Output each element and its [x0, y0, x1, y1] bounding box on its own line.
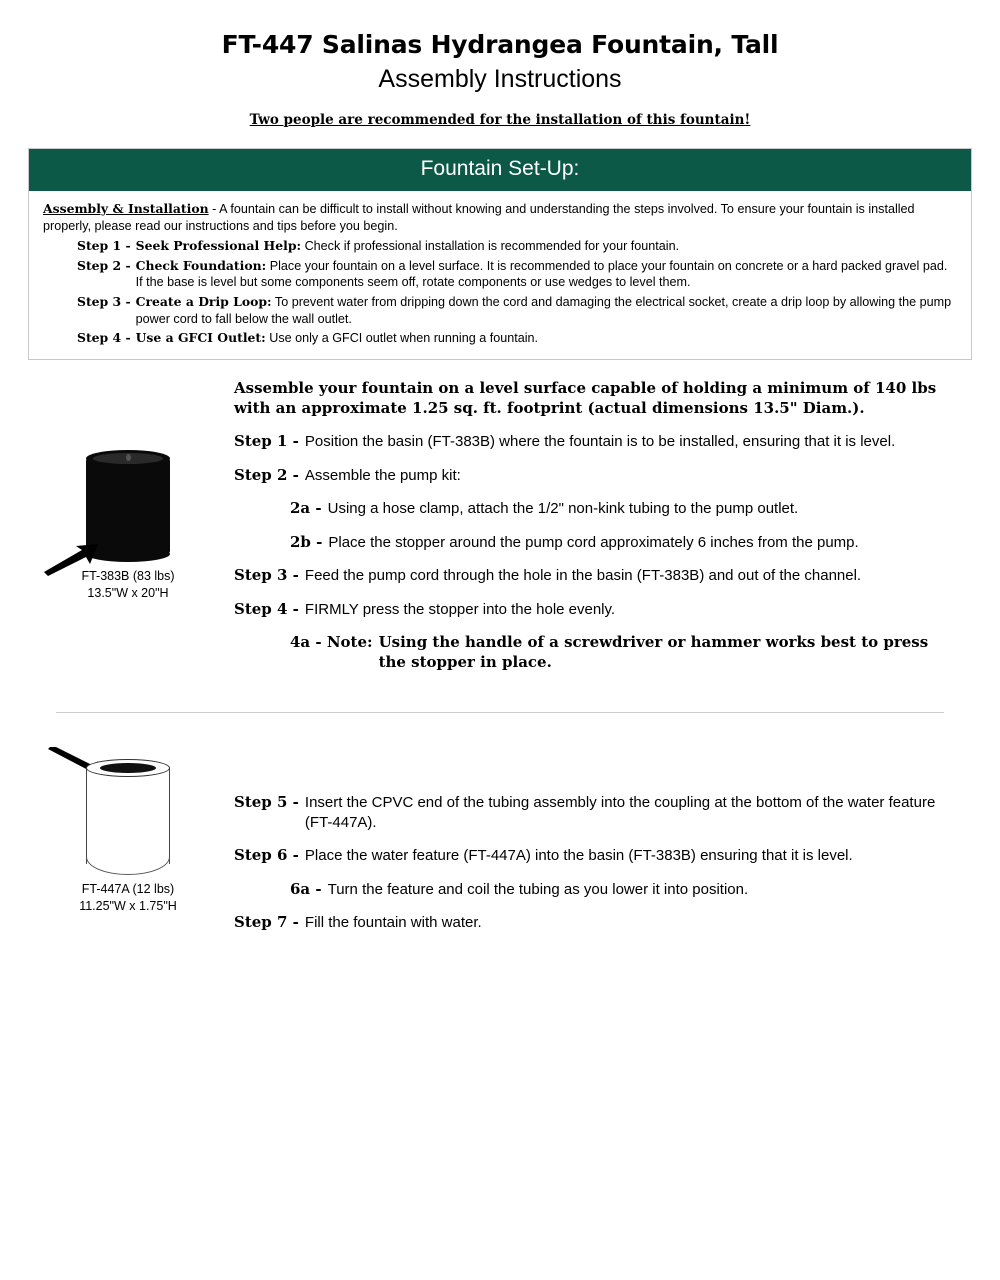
setup-step-detail: Check if professional installation is recommended for your fountain. [301, 239, 680, 254]
step-label: Step 7 - [234, 913, 299, 932]
substep-text: Place the stopper around the pump cord approximately 6 inches from the pump. [328, 533, 859, 551]
substep-note [234, 633, 958, 672]
section-divider [56, 712, 944, 713]
setup-step-text [136, 238, 957, 255]
section-two-steps [228, 749, 972, 947]
section-one-steps [228, 378, 972, 687]
setup-step-detail: Use only a GFCI outlet when running a fountain. [265, 331, 539, 346]
setup-intro-text: - A fountain can be difficult to install without knowing and understanding the steps involved. To ensure your fountain is installed properly, please read our instructions and tips before you begin. [43, 202, 915, 233]
step-text: Insert the CPVC end of the tubing assembly into the coupling at the bottom of the water feature (FT-447A). [304, 794, 936, 831]
setup-step-text [136, 330, 957, 347]
basin-figure [28, 450, 228, 602]
setup-step [43, 258, 957, 291]
substep-label: 2a - [290, 499, 322, 518]
substep-note-text: Using the handle of a screwdriver or hammer works best to press the stopper in place. [378, 633, 929, 671]
setup-step-number: Step 4 - [77, 330, 131, 346]
substep-text: Turn the feature and coil the tubing as you lower it into position. [327, 880, 749, 898]
setup-step-number: Step 3 - [77, 294, 131, 310]
fountain-setup-body [29, 191, 971, 359]
setup-step-heading: Create a Drip Loop: [135, 294, 272, 310]
substep-label: 2b - [290, 532, 323, 551]
setup-step-heading: Use a GFCI Outlet: [135, 330, 266, 346]
step-label: Step 3 - [234, 566, 299, 585]
step-text: Position the basin (FT-383B) where the fountain is to be installed, ensuring that it is level. [304, 433, 896, 451]
fountain-setup-panel [28, 148, 972, 360]
setup-step [43, 330, 957, 347]
setup-step-detail: Place your fountain on a level surface. It is recommended to place your fountain on concrete or a hard packed gravel pad. If the base is level but some components seem off, rotate components or use wedges to level them. [135, 258, 948, 290]
step-item [234, 600, 958, 620]
basin-figure-column [28, 378, 228, 687]
setup-intro-lead: Assembly & Installation [43, 201, 209, 216]
step-item [234, 913, 958, 933]
page-title: FT-447 Salinas Hydrangea Fountain, Tall [221, 30, 779, 59]
pointer-arrow-icon [42, 542, 100, 576]
substep-item [234, 533, 958, 553]
step-item [234, 466, 958, 486]
assembly-section-one [28, 378, 972, 687]
setup-step-text [136, 258, 957, 291]
setup-step-heading: Check Foundation: [135, 257, 267, 273]
step-label: Step 1 - [234, 432, 299, 451]
setup-step-number: Step 2 - [77, 257, 131, 273]
step-text: Fill the fountain with water. [304, 914, 482, 932]
step-text: Feed the pump cord through the hole in the basin (FT-383B) and out of the channel. [304, 567, 862, 585]
basin-cord-hole-icon [126, 454, 131, 461]
step-text: Place the water feature (FT-447A) into the basin (FT-383B) ensuring that it is level. [304, 847, 853, 865]
water-feature-caption [28, 881, 228, 915]
page-subtitle: Assembly Instructions [378, 65, 622, 93]
assembly-lead-paragraph: Assemble your fountain on a level surface capable of holding a minimum of 140 lbs with an approximate 1.25 sq. ft. footprint (actual dimensions 13.5" Diam.). [234, 378, 937, 418]
substep-label: 6a - [290, 879, 322, 898]
setup-intro [43, 201, 957, 234]
step-item [234, 566, 958, 586]
setup-step [43, 238, 957, 255]
step-label: Step 4 - [234, 599, 299, 618]
step-text: FIRMLY press the stopper into the hole evenly. [304, 600, 616, 618]
setup-step-heading: Seek Professional Help: [135, 238, 302, 254]
step-item [234, 846, 958, 866]
setup-step-text [136, 294, 957, 327]
step-label: Step 6 - [234, 846, 299, 865]
setup-step [43, 294, 957, 327]
step-label: Step 5 - [234, 793, 299, 812]
substep-text: Using a hose clamp, attach the 1/2" non-kink tubing to the pump outlet. [327, 500, 799, 518]
step-item [234, 793, 958, 832]
water-feature-figure-column [28, 749, 228, 947]
fountain-setup-banner: Fountain Set-Up: [29, 149, 971, 191]
basin-caption-line2: 13.5"W x 20"H [87, 585, 169, 600]
step-text: Assemble the pump kit: [304, 466, 461, 484]
basin-caption-line1: FT-383B (83 lbs) [81, 568, 175, 583]
document-page [0, 30, 1000, 1280]
setup-step-number: Step 1 - [77, 238, 131, 254]
water-feature-illustration [86, 759, 170, 875]
water-feature-figure [28, 759, 228, 915]
substep-note-label: 4a - Note: [290, 633, 373, 652]
substep-item [234, 499, 958, 519]
step-label: Step 2 - [234, 465, 299, 484]
substep-item [234, 880, 958, 900]
assembly-section-two [28, 749, 972, 947]
step-item [234, 432, 958, 452]
setup-step-detail: To prevent water from dripping down the cord and damaging the electrical socket, create a drip loop by allowing the pump power cord to fall below the wall outlet. [135, 295, 952, 326]
water-feature-caption-line2: 11.25"W x 1.75"H [79, 899, 177, 914]
water-feature-caption-line1: FT-447A (12 lbs) [81, 882, 175, 897]
installation-note: Two people are recommended for the installation of this fountain! [249, 112, 751, 128]
